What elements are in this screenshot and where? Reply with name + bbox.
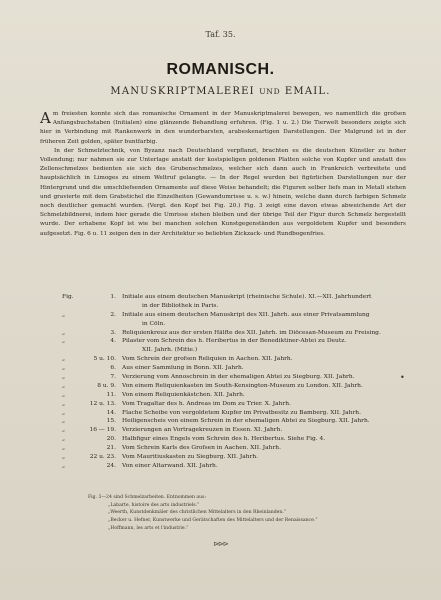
figure-prefix: „ [62, 365, 66, 372]
page-subtitle [0, 86, 441, 97]
figure-description: Pilaster vom Schrein des h. Heribertus in der Benediktiner-Abtei zu Deutz. [122, 338, 347, 345]
figure-prefix: „ [62, 436, 66, 443]
figure-entry [40, 444, 410, 453]
paragraph-1-text: m freiesten konnte sich das romanische Ornament in der Manuskriptmalerei bewegen, wo namentlich die grofsen Anfangsbuchstaben (Initialen) eine glänzende Behandlung erfuhren. (Fig. 1 u. 2.) Die Tierwelt besonders zeigte sich hier in Verbindung mit Rankenwerk in den wunderbarsten, arabeskenartigen Darstellungen. Der Malgrund ist in der früheren Zeit golden, später buntfarbig. [40, 111, 406, 145]
figure-entry [40, 417, 410, 426]
subtitle-part-2: EMAIL. [284, 86, 331, 97]
figure-entry-continuation [40, 302, 410, 311]
figure-number [40, 364, 116, 373]
drop-cap: A [40, 109, 51, 127]
figure-entry [40, 293, 410, 302]
figure-number [40, 417, 116, 426]
figure-description: Halbfigur eines Engels vom Schrein des h. Heribertus. Siehe Fig. 4. [122, 436, 326, 443]
figure-description: in Cöln. [142, 320, 166, 327]
figure-description: Vom Mauritiuskasten zu Siegburg. XII. Jahrh. [122, 454, 259, 461]
figure-number [40, 329, 116, 338]
figure-description: Heiligenscheis von einem Schrein in der ehemaligen Abtei zu Siegburg. XII. Jahrh. [122, 418, 370, 425]
figure-prefix: „ [62, 462, 66, 469]
figure-number [40, 311, 116, 320]
figure-description: Von einer Altarwand. XII. Jahrh. [122, 462, 218, 469]
page-title: ROMANISCH. [166, 61, 275, 78]
figure-number-value: 21. [106, 445, 116, 452]
figure-number [40, 293, 116, 302]
figure-number [40, 435, 116, 444]
figure-number [40, 400, 116, 409]
paragraph-1 [40, 110, 406, 147]
figure-prefix: „ [62, 356, 66, 363]
figure-list [40, 293, 410, 471]
figure-prefix: „ [62, 445, 66, 452]
figure-description: Flache Scheibe von vergoldetem Kupfer im Privatbesitz zu Bamberg. XII. Jahrh. [122, 409, 361, 416]
figure-description: Verzierung vom Annoschrein in der ehemaligen Abtei zu Siegburg. XII. Jahrh. [122, 374, 355, 381]
figure-entry [40, 329, 410, 338]
reference-item: „Labarte, histoire des arts industriels.“ [108, 502, 200, 508]
figure-description: Verzierungen an Vortragekreuzen in Essen. XI. Jahrh. [122, 427, 283, 434]
figure-number-value: 1. [110, 294, 116, 300]
figure-description: Von einem Reliquienkästchen. XII. Jahrh. [122, 391, 245, 398]
figure-number-value: 4. [110, 338, 116, 345]
figure-number-value: 12 u. 13. [89, 400, 116, 407]
figure-number-value: 11. [106, 391, 116, 398]
subtitle-part-1: MANUSKRIPTMALEREI [110, 86, 255, 97]
figure-number [40, 462, 116, 471]
margin-mark: • [400, 373, 405, 382]
figure-description: Aus einer Sammlung in Bonn. XII. Jahrh. [122, 365, 244, 372]
figure-entry [40, 311, 410, 320]
figure-number-value: 6. [110, 365, 116, 372]
figure-prefix: „ [62, 382, 66, 389]
figure-entry-continuation [40, 346, 410, 355]
figure-number-value: 15. [106, 418, 116, 425]
figure-number-value: 5 u. 10. [93, 356, 116, 363]
figure-description: Initiale aus einem deutschen Manuskript (rheinische Schule). XI.—XII. Jahrhundert [122, 294, 372, 300]
figure-description: Vom Tragaltar des h. Andreas im Dom zu Trier. X. Jahrh. [122, 400, 291, 407]
figure-description: Initiale aus einem deutschen Manuskript des XII. Jahrh. aus einer Privatsammlung [122, 311, 370, 318]
reference-item: „Becker u. Hefner, Kunstwerke und Gerätschaften des Mittelalters und der Renaissance.“ [108, 518, 318, 524]
reference-item: „Hoffmann, les arts et l'industrie.“ [108, 525, 189, 531]
figure-description: Reliquienkreuz aus der ersten Hälfte des XII. Jahrh. im Diöcesan-Museum zu Freising. [122, 329, 381, 336]
figure-prefix: „ [62, 409, 66, 416]
figure-number-value: 14. [106, 409, 116, 416]
subtitle-und: UND [259, 87, 281, 96]
figure-entry [40, 355, 410, 364]
figure-entry [40, 453, 410, 462]
figure-description: XII. Jahrh. (Mitte.) [142, 347, 198, 354]
figure-number-value: 16 — 19. [89, 427, 116, 434]
figure-number [40, 453, 116, 462]
figure-prefix: „ [62, 391, 66, 398]
figure-number [40, 373, 116, 382]
figure-number [40, 444, 116, 453]
body-text [40, 110, 406, 239]
figure-description: Von einem Reliquienkasten im South-Kensington-Museum zu London. XII. Jahrh. [122, 382, 363, 389]
figure-number [40, 426, 116, 435]
plate-number: Taf. 35. [205, 30, 236, 39]
figure-description: in der Bibliothek in Paris. [142, 302, 219, 309]
figure-entry [40, 462, 410, 471]
figure-number-value: 20. [106, 436, 116, 443]
figure-prefix: „ [62, 338, 66, 345]
figure-entry [40, 435, 410, 444]
figure-number [40, 337, 116, 346]
figure-entry [40, 409, 410, 418]
figure-prefix: „ [62, 400, 66, 407]
figure-number-value: 7. [110, 374, 116, 381]
figure-number [40, 391, 116, 400]
figure-number-value: 8 u. 9. [97, 382, 116, 389]
figure-prefix: „ [62, 311, 66, 318]
figure-prefix: Fig. [62, 294, 74, 300]
figure-prefix: „ [62, 418, 66, 425]
references [88, 494, 388, 533]
figure-prefix: „ [62, 329, 66, 336]
figure-prefix: „ [62, 374, 66, 381]
figure-entry [40, 364, 410, 373]
paragraph-2 [40, 147, 406, 239]
figure-number-value: 3. [110, 329, 116, 336]
figure-number [40, 382, 116, 391]
figure-number-value: 22 u. 23. [89, 454, 116, 461]
figure-prefix: „ [62, 427, 66, 434]
figure-number [40, 409, 116, 418]
figure-number-value: 2. [110, 311, 116, 318]
figure-number [40, 355, 116, 364]
figure-entry-continuation [40, 320, 410, 329]
references-heading: Fig. 3—24 sind Schmelzarbeiten. Entnommen aus: [88, 495, 207, 500]
reference-item: „Weerth, Kunstdenkmäler des christlichen Mittelalters in den Rheinlanden.“ [108, 510, 287, 516]
figure-description: Vom Schrein der grofsen Reliquien in Aachen. XII. Jahrh. [122, 356, 293, 363]
figure-entry [40, 400, 410, 409]
figure-entry [40, 426, 410, 435]
figure-entry [40, 337, 410, 346]
figure-entry [40, 373, 410, 382]
figure-description: Vom Schrein Karls des Grofsen in Aachen. XII. Jahrh. [122, 445, 281, 452]
figure-number-value: 24. [106, 462, 116, 469]
figure-entry [40, 391, 410, 400]
figure-prefix: „ [62, 454, 66, 461]
figure-entry [40, 382, 410, 391]
paragraph-2-text: In der Schmelztechnik, von Byzanz nach Deutschland verpflanzt, brachten es die deutschen Künstler zu hoher Vollendung; nur nahmen sie zur Unterlage anstatt der kostspieligen goldenen Platten solche von Kupfer und anstatt des Zellenschmelzes bedienten sie sich des Grubenschmelzes, welcher sich dann auch in Frankreich verbreitete und hauptsächlich in Limoges zu einem Weltruf gelangte. — In der Regel wurden bei figürlichen Darstellungen nur der Hintergrund und die umschliefsenden Ornamente auf diese Weise behandelt; die Figuren selber liefs man in Metall stehen und gravierte mit dem Grabstichel die Einzelheiten (Gewandumrisse u. s. w.) hinein, welche dann durch farbigen Schmelz noch deutlicher gemacht wurden. (Vergl. den Kopf bei Fig. 20.) Fig. 3 zeigt eine davon etwas abweichende Art der Schmelzbildnerei, indem hier gerade die Umrisse stehen bleiben und der übrige Teil der Figur durch Schmelz hergestellt wurde. Der erhabene Kopf ist wie bei manchen solchen Kunstgegenständen aus vergoldetem Kupfer und besonders aufgesetzt. Fig. 6 u. 11 zeigen den in der Architektur so beliebten Zickzack- und Rundbogenfries. [40, 147, 406, 237]
end-ornament: ⊳⊳⊳ [213, 540, 228, 548]
